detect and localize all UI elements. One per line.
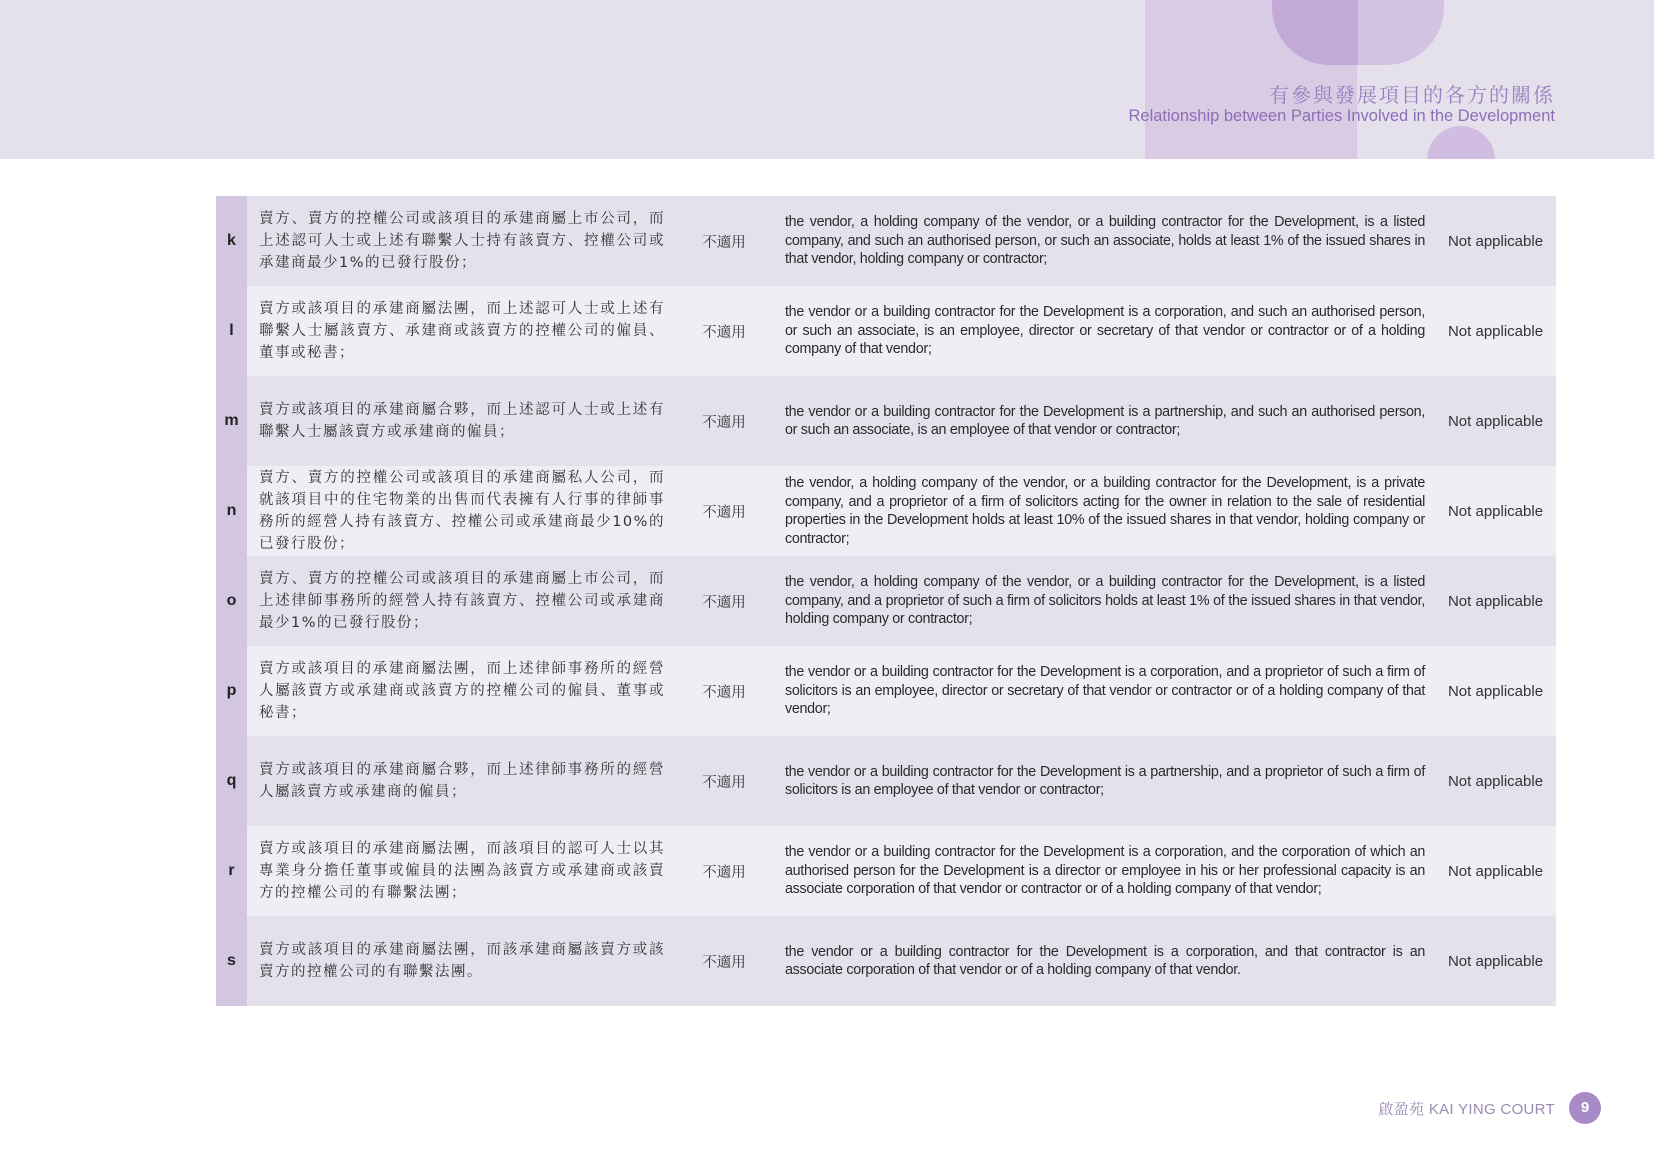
status-en: Not applicable [1435,286,1556,376]
clause-en: the vendor or a building contractor for the Development is a corporation, and a proprietor of such a firm of solicitors is an employee, director or secretary of that vendor or contractor or of a holding company of that vendor; [773,646,1435,736]
clause-zh: 賣方或該項目的承建商屬法團，而上述律師事務所的經營人屬該賣方或承建商或該賣方的控權公司的僱員、董事或秘書； [247,646,675,736]
relationship-table [216,196,1556,1006]
decorative-circle [1427,126,1495,159]
status-en: Not applicable [1435,196,1556,286]
footer-development-name: 啟盈苑 KAI YING COURT [1378,1101,1555,1118]
table-row [216,556,1556,646]
row-letter: p [216,646,247,736]
clause-zh: 賣方或該項目的承建商屬法團，而該承建商屬該賣方或該賣方的控權公司的有聯繫法團。 [247,916,675,1006]
status-zh: 不適用 [675,466,773,556]
status-zh: 不適用 [675,916,773,1006]
table-row [216,376,1556,466]
row-letter: q [216,736,247,826]
clause-en: the vendor or a building contractor for the Development is a corporation, and such an authorised person, or such an associate, is an employee, director or secretary of that vendor or contractor or of a holding company of that vendor; [773,286,1435,376]
page-number-badge: 9 [1569,1092,1601,1124]
table-row [216,916,1556,1006]
status-zh: 不適用 [675,196,773,286]
table-row [216,466,1556,556]
status-zh: 不適用 [675,646,773,736]
status-zh: 不適用 [675,376,773,466]
clause-en: the vendor or a building contractor for the Development is a corporation, and the corporation of which an authorised person for the Development is a director or employee in his or her professional capacity is an associate corporation of that vendor or contractor or of a holding company of that vendor; [773,826,1435,916]
status-en: Not applicable [1435,826,1556,916]
clause-en: the vendor, a holding company of the vendor, or a building contractor for the Development, is a private company, and a proprietor of a firm of solicitors acting for the owner in relation to the sale of residential properties in the Development holds at least 10% of the issued shares in that vendor, holding company or contractor; [773,466,1435,556]
table-row [216,646,1556,736]
status-en: Not applicable [1435,916,1556,1006]
status-zh: 不適用 [675,826,773,916]
status-en: Not applicable [1435,646,1556,736]
table-row [216,826,1556,916]
status-en: Not applicable [1435,556,1556,646]
page-title-zh: 有參與發展項目的各方的關係 [1269,83,1555,107]
row-letter: o [216,556,247,646]
clause-en: the vendor or a building contractor for the Development is a partnership, and such an authorised person, or such an associate, is an employee of that vendor or contractor; [773,376,1435,466]
row-letter: l [216,286,247,376]
table-row [216,196,1556,286]
status-zh: 不適用 [675,556,773,646]
status-en: Not applicable [1435,466,1556,556]
table-row [216,286,1556,376]
clause-en: the vendor or a building contractor for the Development is a corporation, and that contractor is an associate corporation of that vendor or of a holding company of that vendor. [773,916,1435,1006]
clause-zh: 賣方或該項目的承建商屬合夥，而上述律師事務所的經營人屬該賣方或承建商的僱員； [247,736,675,826]
clause-zh: 賣方、賣方的控權公司或該項目的承建商屬私人公司，而就該項目中的住宅物業的出售而代表擁有人行事的律師事務所的經營人持有該賣方、控權公司或承建商最少10%的已發行股份； [247,466,675,556]
clause-zh: 賣方或該項目的承建商屬法團，而上述認可人士或上述有聯繫人士屬該賣方、承建商或該賣方的控權公司的僱員、董事或秘書； [247,286,675,376]
clause-en: the vendor, a holding company of the vendor, or a building contractor for the Development, is a listed company, and a proprietor of such a firm of solicitors holds at least 1% of the issued shares in that vendor, holding company or contractor; [773,556,1435,646]
row-letter: s [216,916,247,1006]
status-zh: 不適用 [675,286,773,376]
page-title-en: Relationship between Parties Involved in the Development [1128,107,1555,125]
status-en: Not applicable [1435,376,1556,466]
status-en: Not applicable [1435,736,1556,826]
header-band [0,0,1654,159]
clause-zh: 賣方、賣方的控權公司或該項目的承建商屬上市公司，而上述認可人士或上述有聯繫人士持有該賣方、控權公司或承建商最少1%的已發行股份； [247,196,675,286]
table-row [216,736,1556,826]
row-letter: n [216,466,247,556]
clause-en: the vendor, a holding company of the vendor, or a building contractor for the Development, is a listed company, and such an authorised person, or such an associate, holds at least 1% of the issued shares in that vendor, holding company or contractor; [773,196,1435,286]
row-letter: k [216,196,247,286]
row-letter: r [216,826,247,916]
status-zh: 不適用 [675,736,773,826]
clause-zh: 賣方或該項目的承建商屬合夥，而上述認可人士或上述有聯繫人士屬該賣方或承建商的僱員； [247,376,675,466]
row-letter: m [216,376,247,466]
clause-zh: 賣方、賣方的控權公司或該項目的承建商屬上市公司，而上述律師事務所的經營人持有該賣方、控權公司或承建商最少1%的已發行股份； [247,556,675,646]
clause-en: the vendor or a building contractor for the Development is a partnership, and a proprietor of such a firm of solicitors is an employee of that vendor or contractor; [773,736,1435,826]
clause-zh: 賣方或該項目的承建商屬法團，而該項目的認可人士以其專業身分擔任董事或僱員的法團為該賣方或承建商或該賣方的控權公司的有聯繫法團； [247,826,675,916]
